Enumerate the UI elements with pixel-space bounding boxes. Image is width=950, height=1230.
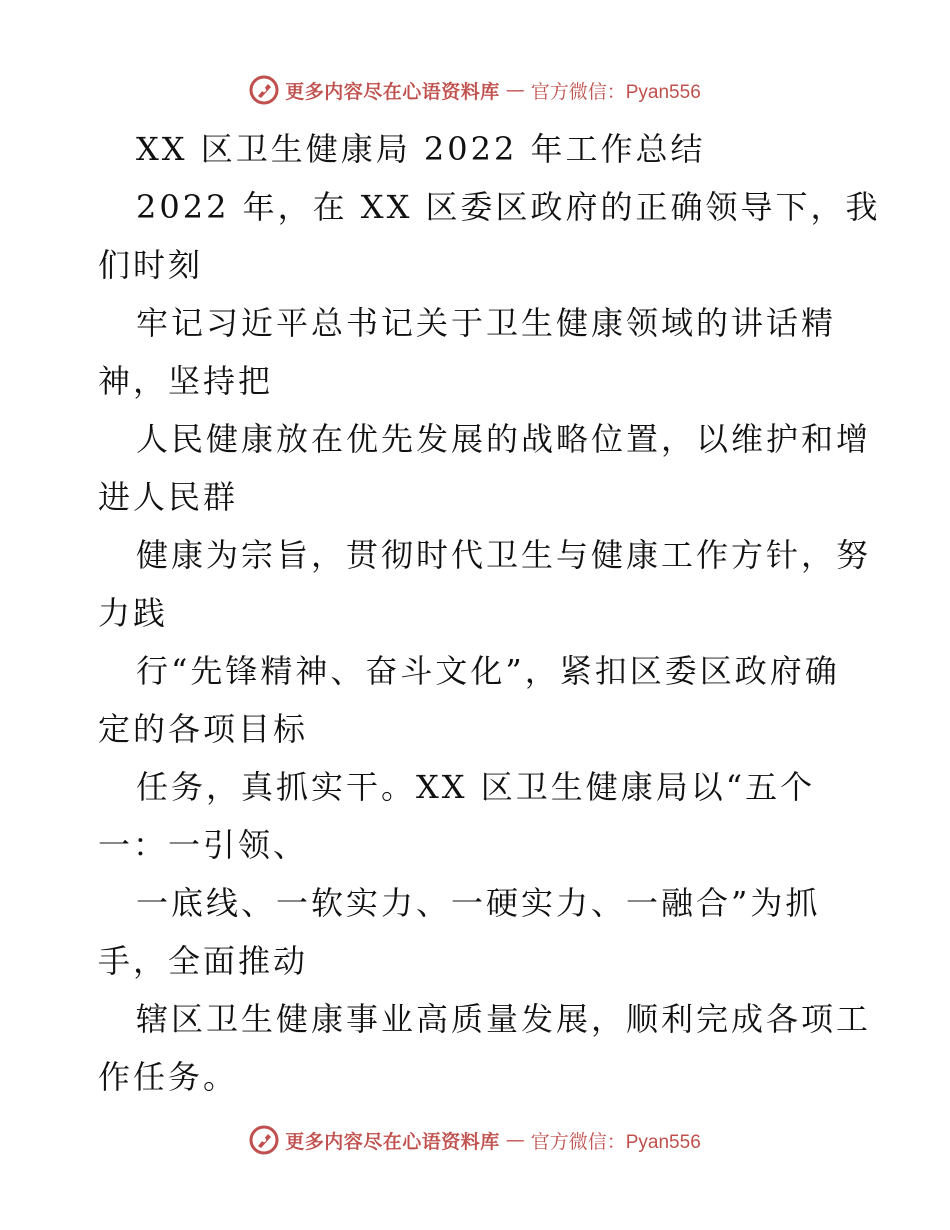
document-body <box>98 120 881 1106</box>
text-line: 定的各项目标 <box>98 710 309 748</box>
text-line: 牢记习近平总书记关于卫生健康领域的讲话精 <box>136 304 837 342</box>
text-line: 健康为宗旨，贯彻时代卫生与健康工作方针，努 <box>136 536 872 574</box>
banner-wechat: 官方微信：Pyan556 <box>530 1131 701 1153</box>
text-line: 任务，真抓实干。XX 区卫生健康局以“五个 <box>136 768 816 806</box>
text-line: 进人民群 <box>98 478 239 516</box>
banner-wechat: 官方微信：Pyan556 <box>530 81 701 103</box>
banner-separator: — <box>505 79 525 101</box>
pen-nib-logo-icon <box>249 75 279 105</box>
banner-separator: — <box>505 1129 525 1151</box>
text-line: 力践 <box>98 594 169 632</box>
text-line: 们时刻 <box>98 246 204 284</box>
banner-text: 更多内容尽在心语资料库 <box>285 1130 500 1153</box>
text-line: 一：一引领、 <box>98 826 309 864</box>
document-title: XX 区卫生健康局 2022 年工作总结 <box>136 130 706 168</box>
banner-text: 更多内容尽在心语资料库 <box>285 80 500 103</box>
text-line: 一底线、一软实力、一硬实力、一融合”为抓 <box>136 884 821 922</box>
text-line: 神，坚持把 <box>98 362 274 400</box>
footer-watermark-banner <box>0 1120 950 1160</box>
text-line: 人民健康放在优先发展的战略位置，以维护和增 <box>136 420 872 458</box>
text-line: 辖区卫生健康事业高质量发展，顺利完成各项工 <box>136 1000 872 1038</box>
pen-nib-logo-icon <box>249 1125 279 1155</box>
text-line: 2022 年，在 XX 区委区政府的正确领导下，我 <box>136 188 881 226</box>
text-line: 行“先锋精神、奋斗文化”，紧扣区委区政府确 <box>136 652 840 690</box>
text-line: 手，全面推动 <box>98 942 309 980</box>
text-line: 作任务。 <box>98 1058 239 1096</box>
header-watermark-banner <box>0 70 950 110</box>
